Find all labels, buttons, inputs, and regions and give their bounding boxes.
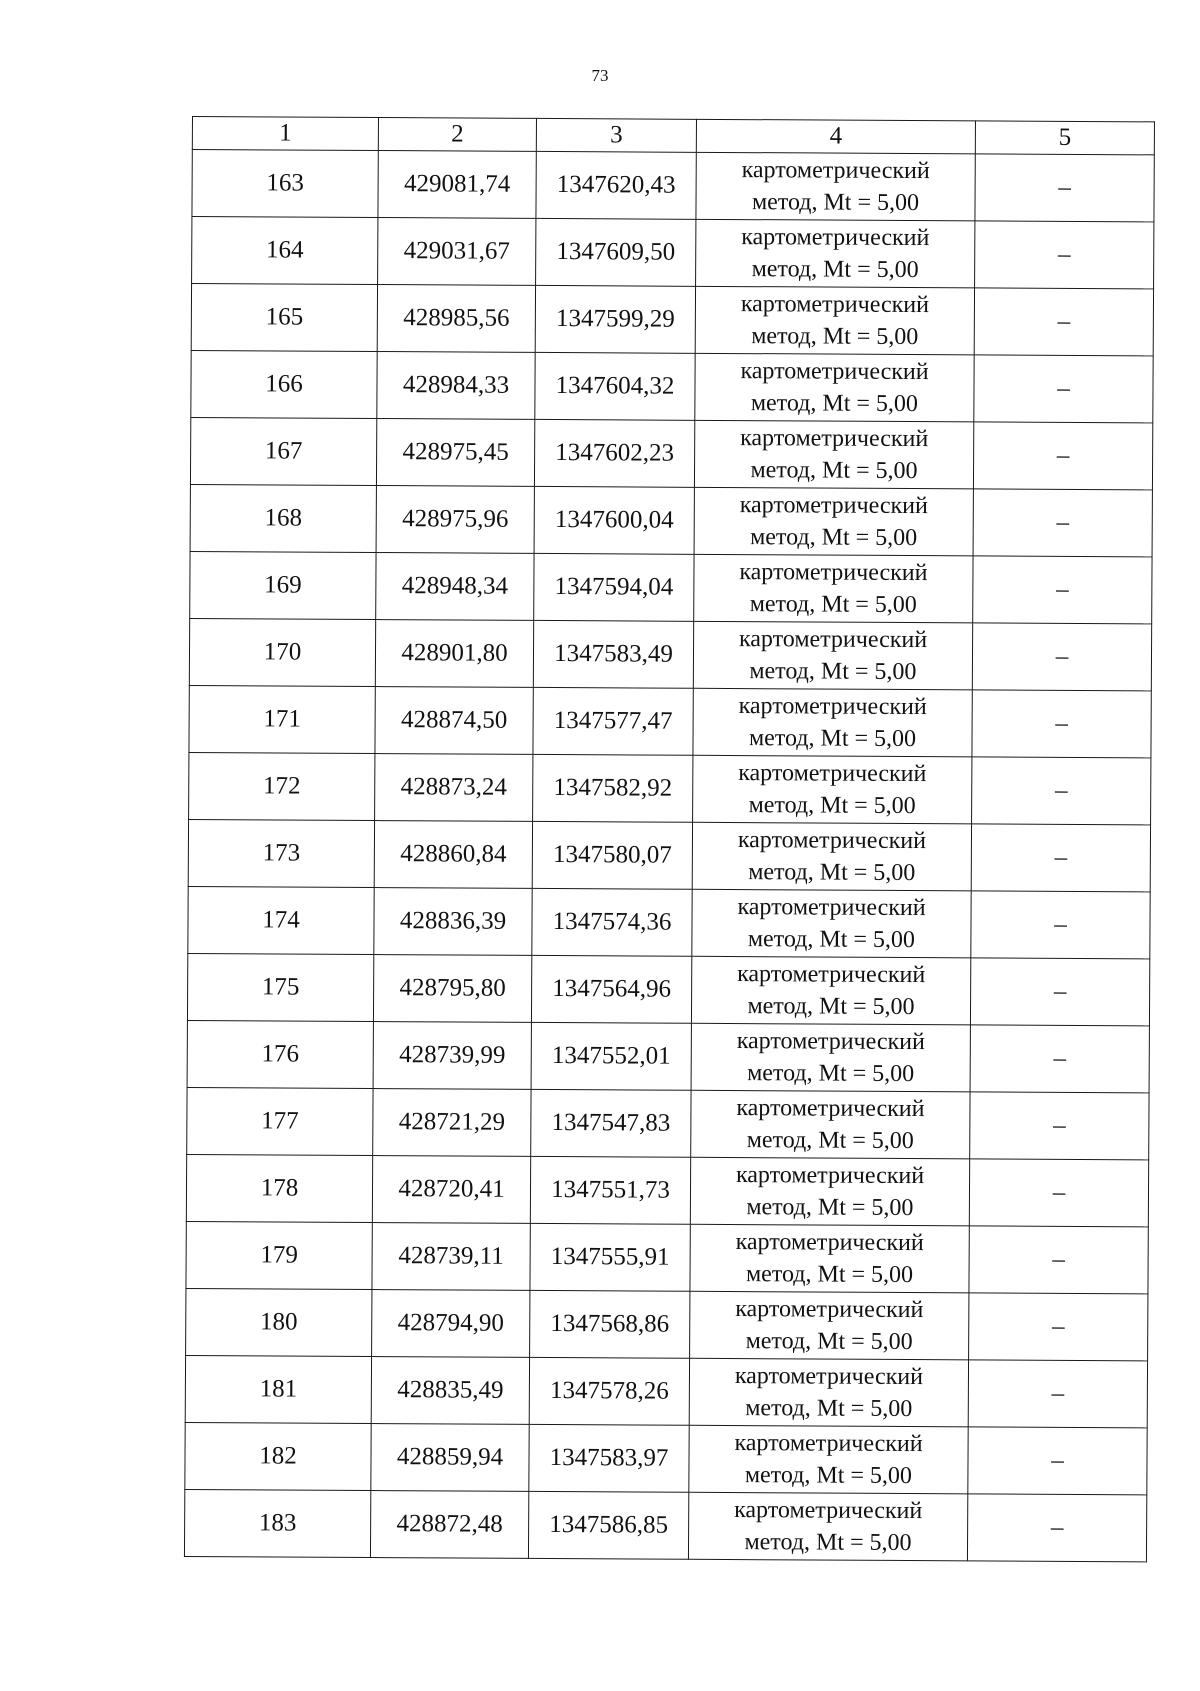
method-line-2: метод, Mt = 5,00 <box>746 1127 914 1155</box>
point-number-cell: 170 <box>189 618 375 686</box>
method-cell <box>696 219 975 288</box>
y-coordinate-cell: 1347599,29 <box>535 285 695 353</box>
method-line-1: картометрический <box>736 1028 925 1056</box>
x-coordinate-cell: 428874,50 <box>375 687 533 755</box>
note-cell: – <box>972 757 1151 825</box>
table-row <box>188 886 1150 958</box>
point-number-cell: 178 <box>186 1154 372 1222</box>
x-coordinate-cell: 428795,80 <box>373 955 531 1023</box>
x-coordinate-cell: 429031,67 <box>378 218 536 286</box>
point-number-cell: 180 <box>186 1288 372 1356</box>
x-coordinate-cell: 428975,96 <box>376 486 534 554</box>
method-line-2: метод, Mt = 5,00 <box>750 457 918 485</box>
method-cell <box>691 956 970 1025</box>
point-number-cell: 167 <box>190 417 376 485</box>
method-line-2: метод, Mt = 5,00 <box>747 993 915 1021</box>
table-row <box>187 953 1149 1025</box>
x-coordinate-cell: 428873,24 <box>375 754 533 822</box>
point-number-cell: 179 <box>186 1221 372 1289</box>
x-coordinate-cell: 428739,99 <box>373 1022 531 1090</box>
table-row <box>192 150 1154 222</box>
table-row <box>190 551 1152 623</box>
method-line-1: картометрический <box>737 827 927 855</box>
method-line-2: метод, Mt = 5,00 <box>751 189 920 217</box>
method-line-2: метод, Mt = 5,00 <box>747 926 916 954</box>
table-row <box>189 685 1151 757</box>
point-number-cell: 171 <box>189 685 375 753</box>
y-coordinate-cell: 1347583,49 <box>533 620 693 688</box>
method-cell <box>692 822 971 891</box>
note-cell: – <box>970 958 1149 1026</box>
method-line-2: метод, Mt = 5,00 <box>748 859 916 887</box>
y-coordinate-cell: 1347555,91 <box>530 1223 690 1291</box>
method-cell <box>695 286 974 355</box>
point-number-cell: 181 <box>185 1355 371 1423</box>
y-coordinate-cell: 1347574,36 <box>532 888 692 956</box>
note-cell: – <box>967 1494 1146 1562</box>
header-col-1: 1 <box>192 117 378 151</box>
method-line-2: метод, Mt = 5,00 <box>744 1462 913 1490</box>
method-line-2: метод, Mt = 5,00 <box>748 725 917 753</box>
point-number-cell: 173 <box>188 819 374 887</box>
method-line-1: картометрический <box>734 1430 923 1458</box>
method-cell <box>693 755 972 824</box>
x-coordinate-cell: 428720,41 <box>372 1156 530 1224</box>
table-row <box>186 1288 1148 1360</box>
method-line-2: метод, Mt = 5,00 <box>746 1194 914 1222</box>
method-line-1: картометрический <box>739 559 928 587</box>
method-line-1: картометрический <box>735 1162 925 1190</box>
note-cell: – <box>970 1092 1149 1160</box>
table-row <box>192 217 1154 289</box>
point-number-cell: 183 <box>184 1489 370 1557</box>
x-coordinate-cell: 428872,48 <box>370 1491 528 1559</box>
coordinates-table <box>184 116 1155 1562</box>
table-row <box>187 1087 1149 1159</box>
x-coordinate-cell: 428975,45 <box>376 419 534 487</box>
x-coordinate-cell: 428860,84 <box>374 821 532 889</box>
y-coordinate-cell: 1347620,43 <box>536 151 696 219</box>
method-line-2: метод, Mt = 5,00 <box>749 591 917 619</box>
x-coordinate-cell: 428836,39 <box>374 888 532 956</box>
y-coordinate-cell: 1347582,92 <box>533 754 693 822</box>
y-coordinate-cell: 1347594,04 <box>534 553 694 621</box>
method-line-1: картометрический <box>741 224 930 252</box>
table-row <box>189 618 1151 690</box>
note-cell: – <box>969 1293 1148 1361</box>
method-line-2: метод, Mt = 5,00 <box>748 792 916 820</box>
y-coordinate-cell: 1347551,73 <box>530 1156 690 1224</box>
x-coordinate-cell: 428901,80 <box>375 620 533 688</box>
method-line-2: метод, Mt = 5,00 <box>745 1328 913 1356</box>
table-header-row <box>192 117 1154 155</box>
note-cell: – <box>973 556 1152 624</box>
method-line-2: метод, Mt = 5,00 <box>747 1060 915 1088</box>
method-line-2: метод, Mt = 5,00 <box>749 658 917 686</box>
method-line-2: метод, Mt = 5,00 <box>751 256 919 284</box>
note-cell: – <box>975 154 1154 222</box>
method-line-2: метод, Mt = 5,00 <box>750 524 918 552</box>
method-cell <box>691 1090 970 1159</box>
point-number-cell: 176 <box>187 1020 373 1088</box>
y-coordinate-cell: 1347568,86 <box>530 1290 690 1358</box>
note-cell: – <box>969 1159 1148 1227</box>
point-number-cell: 182 <box>185 1422 371 1490</box>
point-number-cell: 172 <box>189 752 375 820</box>
y-coordinate-cell: 1347577,47 <box>533 687 693 755</box>
point-number-cell: 166 <box>191 350 377 418</box>
y-coordinate-cell: 1347564,96 <box>531 955 691 1023</box>
method-cell <box>688 1492 967 1561</box>
header-col-5: 5 <box>975 121 1154 155</box>
y-coordinate-cell: 1347578,26 <box>529 1357 689 1425</box>
method-line-1: картометрический <box>738 626 928 654</box>
method-cell <box>689 1425 968 1494</box>
x-coordinate-cell: 428739,11 <box>372 1223 530 1291</box>
note-cell: – <box>968 1427 1147 1495</box>
method-line-1: картометрический <box>740 425 929 453</box>
method-cell <box>689 1358 968 1427</box>
method-line-1: картометрический <box>739 492 928 520</box>
header-col-4: 4 <box>696 119 975 154</box>
note-cell: – <box>972 690 1151 758</box>
x-coordinate-cell: 428985,56 <box>377 285 535 353</box>
note-cell: – <box>973 489 1152 557</box>
method-line-1: картометрический <box>735 1296 924 1324</box>
y-coordinate-cell: 1347586,85 <box>528 1491 688 1559</box>
note-cell: – <box>969 1226 1148 1294</box>
page-number: 73 <box>591 66 609 85</box>
y-coordinate-cell: 1347609,50 <box>536 218 696 286</box>
x-coordinate-cell: 428721,29 <box>373 1089 531 1157</box>
note-cell: – <box>971 891 1150 959</box>
method-line-1: картометрический <box>734 1497 923 1525</box>
table-row <box>191 284 1153 356</box>
table-row <box>186 1154 1148 1226</box>
table-row <box>185 1422 1147 1494</box>
method-cell <box>694 554 973 623</box>
table-row <box>188 819 1150 891</box>
x-coordinate-cell: 428794,90 <box>372 1290 530 1358</box>
note-cell: – <box>973 422 1152 490</box>
y-coordinate-cell: 1347600,04 <box>534 486 694 554</box>
note-cell: – <box>975 221 1154 289</box>
y-coordinate-cell: 1347604,32 <box>535 352 695 420</box>
method-cell <box>690 1157 969 1226</box>
point-number-cell: 175 <box>187 953 373 1021</box>
method-cell <box>694 487 973 556</box>
method-line-1: картометрический <box>735 1229 924 1257</box>
note-cell: – <box>970 1025 1149 1093</box>
method-cell <box>695 353 974 422</box>
table-row <box>184 1489 1146 1561</box>
x-coordinate-cell: 428984,33 <box>377 352 535 420</box>
note-cell: – <box>968 1360 1147 1428</box>
table-row <box>186 1221 1148 1293</box>
point-number-cell: 174 <box>188 886 374 954</box>
method-line-1: картометрический <box>740 358 929 386</box>
method-line-1: картометрический <box>738 760 927 788</box>
method-cell <box>693 621 972 690</box>
method-line-1: картометрический <box>738 693 927 721</box>
point-number-cell: 165 <box>191 284 377 352</box>
x-coordinate-cell: 429081,74 <box>378 151 536 219</box>
x-coordinate-cell: 428859,94 <box>371 1424 529 1492</box>
table-row <box>191 350 1153 422</box>
note-cell: – <box>971 824 1150 892</box>
point-number-cell: 168 <box>190 484 376 552</box>
method-line-2: метод, Mt = 5,00 <box>745 1395 913 1423</box>
point-number-cell: 177 <box>187 1087 373 1155</box>
y-coordinate-cell: 1347602,23 <box>534 419 694 487</box>
table-row <box>185 1355 1147 1427</box>
y-coordinate-cell: 1347583,97 <box>529 1424 689 1492</box>
header-col-3: 3 <box>536 118 696 152</box>
method-cell <box>696 152 975 221</box>
note-cell: – <box>974 355 1153 423</box>
point-number-cell: 163 <box>192 150 378 218</box>
header-col-2: 2 <box>378 118 536 152</box>
x-coordinate-cell: 428835,49 <box>371 1357 529 1425</box>
note-cell: – <box>974 288 1153 356</box>
note-cell: – <box>972 623 1151 691</box>
method-cell <box>690 1224 969 1293</box>
method-cell <box>692 889 971 958</box>
method-cell <box>693 688 972 757</box>
point-number-cell: 169 <box>190 551 376 619</box>
method-line-2: метод, Mt = 5,00 <box>751 323 919 351</box>
method-line-2: метод, Mt = 5,00 <box>744 1529 912 1557</box>
table-body <box>184 150 1154 1562</box>
table-row <box>189 752 1151 824</box>
x-coordinate-cell: 428948,34 <box>376 553 534 621</box>
method-line-1: картометрический <box>737 894 926 922</box>
table-row <box>187 1020 1149 1092</box>
method-line-2: метод, Mt = 5,00 <box>745 1261 914 1289</box>
method-line-1: картометрический <box>740 291 930 319</box>
method-cell <box>690 1291 969 1360</box>
method-line-1: картометрический <box>734 1363 924 1391</box>
method-line-1: картометрический <box>741 157 930 185</box>
y-coordinate-cell: 1347547,83 <box>531 1089 691 1157</box>
y-coordinate-cell: 1347552,01 <box>531 1022 691 1090</box>
method-line-1: картометрический <box>736 1095 925 1123</box>
table-row <box>190 417 1152 489</box>
method-cell <box>694 420 973 489</box>
method-line-1: картометрический <box>737 961 926 989</box>
y-coordinate-cell: 1347580,07 <box>532 821 692 889</box>
point-number-cell: 164 <box>192 217 378 285</box>
table-row <box>190 484 1152 556</box>
method-line-2: метод, Mt = 5,00 <box>750 390 919 418</box>
method-cell <box>691 1023 970 1092</box>
